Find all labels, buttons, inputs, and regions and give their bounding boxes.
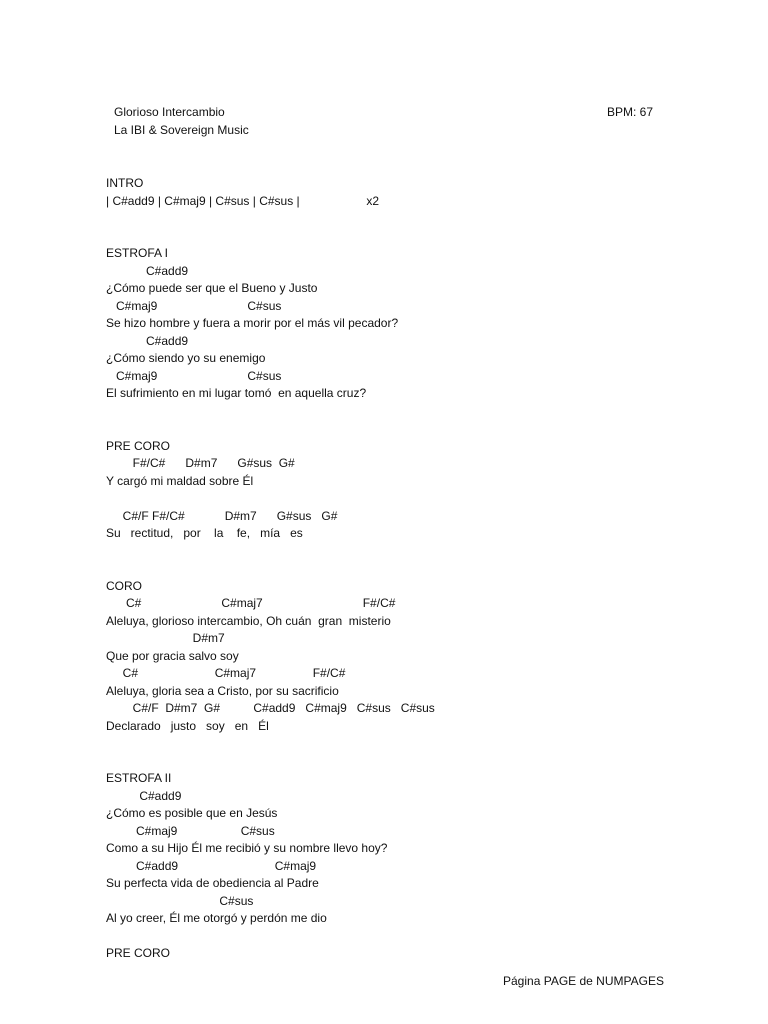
sheet-line: C#add9 bbox=[106, 788, 182, 803]
sheet-line: ¿Cómo puede ser que el Bueno y Justo bbox=[106, 281, 318, 295]
sheet-line: C#sus bbox=[106, 893, 254, 908]
sheet-line: Aleluya, glorioso intercambio, Oh cuán gran misterio bbox=[106, 613, 391, 628]
sheet-line: ¿Cómo es posible que en Jesús bbox=[106, 806, 278, 820]
sheet-line bbox=[106, 560, 706, 578]
sheet-line: Como a su Hijo Él me recibió y su nombre llevo hoy? bbox=[106, 841, 388, 855]
sheet-line: C#add9 bbox=[106, 333, 189, 348]
sheet-line: CORO bbox=[106, 578, 142, 593]
sheet-line bbox=[106, 928, 706, 946]
sheet-line bbox=[106, 403, 706, 421]
sheet-line: Y cargó mi maldad sobre Él bbox=[106, 473, 254, 488]
sheet-line bbox=[106, 228, 706, 246]
sheet-line: ESTROFA I bbox=[106, 246, 169, 260]
sheet-line: C#/F D#m7 G# C#add9 C#maj9 C#sus C#sus bbox=[106, 701, 435, 715]
sheet-line: | C#add9 | C#maj9 | C#sus | C#sus | x2 bbox=[106, 193, 380, 208]
sheet-line: ¿Cómo siendo yo su enemigo bbox=[106, 351, 266, 365]
sheet-line: Que por gracia salvo soy bbox=[106, 648, 239, 663]
sheet-line: Se hizo hombre y fuera a morir por el más vil pecador? bbox=[106, 316, 399, 330]
sheet-line: ESTROFA II bbox=[106, 771, 172, 785]
sheet-line: El sufrimiento en mi lugar tomó en aquella cruz? bbox=[106, 386, 367, 400]
sheet-line: Declarado justo soy en Él bbox=[106, 718, 269, 733]
sheet-line: C#add9 C#maj9 bbox=[106, 858, 317, 873]
sheet-line: INTRO bbox=[106, 176, 144, 190]
sheet-line: PRE CORO bbox=[106, 438, 171, 453]
sheet-line: Su perfecta vida de obediencia al Padre bbox=[106, 876, 319, 890]
sheet-line: C#maj9 C#sus bbox=[106, 368, 282, 383]
sheet-line: F#/C# D#m7 G#sus G# bbox=[106, 456, 295, 470]
bpm-label: BPM: 67 bbox=[607, 105, 654, 119]
song-header bbox=[114, 104, 249, 139]
sheet-line bbox=[106, 420, 706, 438]
sheet-line: D#m7 bbox=[106, 631, 225, 645]
sheet-line: C# C#maj7 F#/C# bbox=[106, 666, 346, 680]
page-footer: Página PAGE de NUMPAGES bbox=[503, 974, 664, 988]
sheet-line: C#maj9 C#sus bbox=[106, 298, 282, 313]
sheet-line: Al yo creer, Él me otorgó y perdón me dio bbox=[106, 911, 327, 925]
song-artist: La IBI & Sovereign Music bbox=[114, 122, 249, 137]
sheet-line: Su rectitud, por la fe, mía es bbox=[106, 526, 303, 540]
sheet-line: C#add9 bbox=[106, 263, 189, 278]
sheet-line bbox=[106, 210, 706, 228]
sheet-line: PRE CORO bbox=[106, 946, 171, 960]
sheet-line bbox=[106, 753, 706, 771]
song-title: Glorioso Intercambio bbox=[114, 105, 225, 119]
sheet-line bbox=[106, 543, 706, 561]
sheet-line: Aleluya, gloria sea a Cristo, por su sacrificio bbox=[106, 683, 339, 698]
sheet-line: C# C#maj7 F#/C# bbox=[106, 596, 396, 610]
sheet-line: C#/F F#/C# D#m7 G#sus G# bbox=[106, 508, 338, 523]
sheet-line: C#maj9 C#sus bbox=[106, 823, 275, 838]
sheet-line bbox=[106, 490, 706, 508]
sheet-line bbox=[106, 735, 706, 753]
chord-sheet bbox=[106, 175, 706, 963]
